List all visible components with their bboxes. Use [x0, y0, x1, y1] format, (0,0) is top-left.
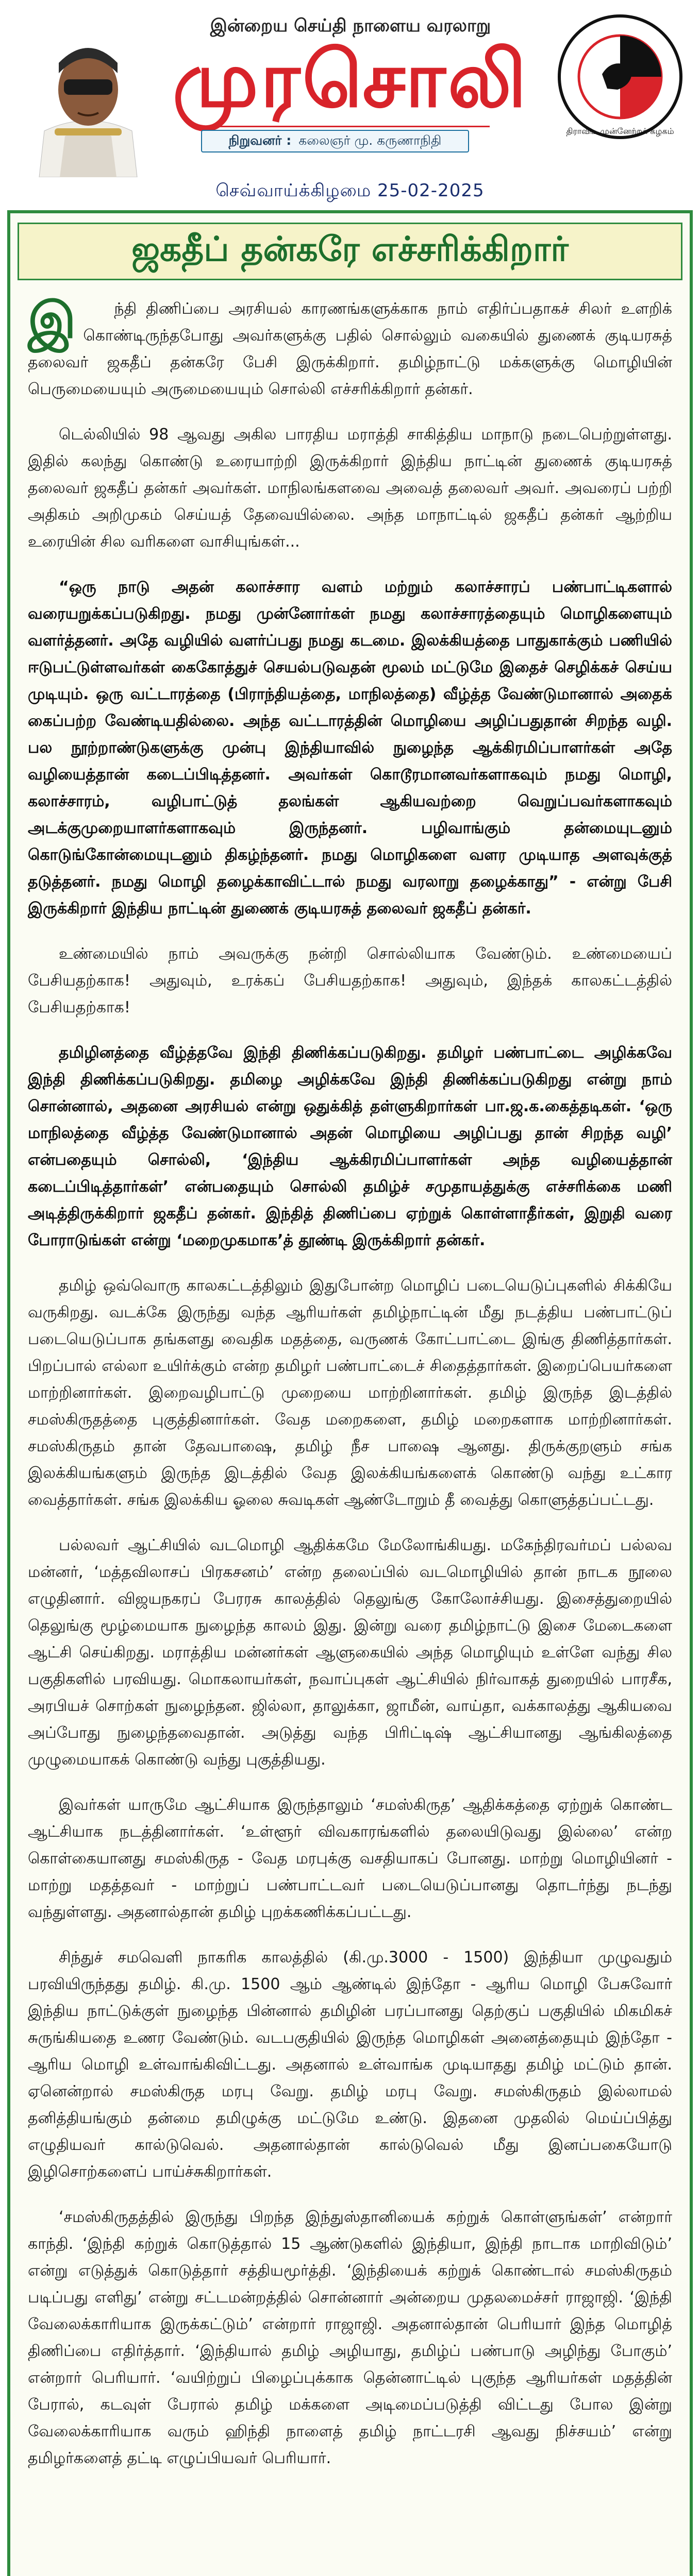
- paragraph-text: தமிழ் ஒவ்வொரு காலகட்டத்திலும் இதுபோன்ற மொழிப் படையெடுப்புகளில் சிக்கியே வருகிறது. வடக்கே இருந்து வந்த ஆரியர்கள் தமிழ்நாட்டின் மீது நடத்திய பண்பாட்டுப் படையெடுப்பாக தங்களது வைதிக மதத்தை, வருணக் கோட்பாட்டை இங்கு திணித்தார்கள். பிறப்பால் எல்லா உயிர்க்கும் என்ற தமிழர் பண்பாட்டைச் சிதைத்தார்கள். இறைப்பெயர்களை மாற்றினார்கள். இறைவழிபாட்டு முறையை மாற்றினார்கள். தமிழ் இருந்த இடத்தில் சமஸ்கிருதத்தை புகுத்தினார்கள். வேத மறைகளை, தமிழ் மறைகளாக மாற்றினார்கள். சமஸ்கிருதம் தான் தேவபாஷை, தமிழ் நீச பாஷை ஆனது. திருக்குறளும் சங்க இலக்கியங்களும் இருந்த இடத்தில் வேத இலக்கியங்களைக் கொண்டு வந்து உட்கார வைத்தார்கள். சங்க இலக்கிய ஓலை சுவடிகள் ஆண்டோறும் தீ வைத்து கொளுத்தப்பட்டது.: [28, 1277, 672, 1509]
- paragraph-text: “ஒரு நாடு அதன் கலாச்சார வளம் மற்றும் கலாச்சாரப் பண்பாட்டிகளால் வரையறுக்கப்படுகிறது. நமது முன்னோர்கள் நமது கலாச்சாரத்தையும் மொழிகளையும் வளர்த்தனர். அதே வழியில் வளர்ப்பது நமது கடமை. இலக்கியத்தை பாதுகாக்கும் பணியில் ஈடுபட்டுள்ளவர்கள் கைகோத்துச் செயல்படுவதன் மூலம் மட்டுமே இதைச் செழிக்கச் செய்ய முடியும். ஒரு வட்டாரத்தை (பிராந்தியத்தை, மாநிலத்தை) வீழ்த்த வேண்டுமானால் அதைக் கைப்பற்ற வேண்டியதில்லை. அந்த வட்டாரத்தின் மொழியை அழிப்பதுதான் சிறந்த வழி. பல நூற்றாண்டுகளுக்கு முன்பு இந்தியாவில் நுழைந்த ஆக்கிரமிப்பாளர்கள் அதே வழியைத்தான் கடைப்பிடித்தனர். அவர்கள் கொடூரமானவர்களாகவும் நமது மொழி, கலாச்சாரம், வழிபாட்டுத் தலங்கள் ஆகியவற்றை வெறுப்பவர்களாகவும் அடக்குமுறையாளர்களாகவும் இருந்தனர். பழிவாங்கும் தன்மையுடனும் கொடுங்கோன்மையுடனும் திகழ்ந்தனர். நமது மொழிகளை வளர முடியாத அளவுக்குத் தடுத்தனர். நமது மொழி தழைக்காவிட்டால் நமது வரலாறு தழைக்காது” - என்று பேசி இருக்கிறார் இந்திய நாட்டின் துணைக் குடியரசுத் தலைவர் ஜகதீப் தன்கர்.: [28, 578, 672, 918]
- paragraph-text: ‘சமஸ்கிருதத்தில் இருந்து பிறந்த இந்துஸ்தானியைக் கற்றுக் கொள்ளுங்கள்’ என்றார் காந்தி. ‘இந்தி கற்றுக் கொடுத்தால் 15 ஆண்டுகளில் இந்தியா, இந்தி நாடாக மாறிவிடும்’ என்று எடுத்துக் கொடுத்தார் சத்தியமூர்த்தி. ‘இந்தியைக் கற்றுக் கொண்டால் சமஸ்கிருதம் படிப்பது எளிது’ என்று சட்டமன்றத்தில் சொன்னார் அன்றைய முதலமைச்சர் ராஜாஜி. ‘இந்தி வேலைக்காரியாக இருக்கட்டும்’ என்றார் ராஜாஜி. அதனால்தான் பெரியார் இந்த மொழித் திணிப்பை எதிர்த்தார். ‘இந்தியால் தமிழ் அழியாது, தமிழ்ப் பண்பாடு அழிந்து போகும்’ என்றார் பெரியார். ‘வயிற்றுப் பிழைப்புக்காக தென்னாட்டில் புகுந்த ஆரியர்கள் மதத்தின் பேரால், கடவுள் பேரால் தமிழ் மக்களை அடிமைப்படுத்தி விட்டது போல இன்று வேலைக்காரியாக வரும் ஹிந்தி நாளைத் தமிழ் நாட்டரசி ஆவது நிச்சயம்’ என்று தமிழர்களைத் தட்டி எழுப்பியவர் பெரியார்.: [28, 2208, 672, 2467]
- article-paragraph: [28, 2204, 672, 2472]
- paragraph-text: உண்மையில் நாம் அவருக்கு நன்றி சொல்லியாக வேண்டும். உண்மையைப் பேசியதற்காக! அதுவும், உரக்கப் பேசியதற்காக! அதுவும், இந்தக் காலகட்டத்தில் பேசியதற்காக!: [28, 945, 672, 1016]
- article-paragraph: [28, 1532, 672, 1773]
- article-headline: ஜகதீப் தன்கரே எச்சரிக்கிறார்: [131, 229, 569, 269]
- founder-label: நிறுவனர் :: [228, 132, 292, 148]
- masthead: [0, 0, 700, 216]
- article-paragraph: [28, 574, 672, 922]
- article-paragraph: [28, 941, 672, 1021]
- paragraph-text: இவர்கள் யாருமே ஆட்சியாக இருந்தாலும் ‘சமஸ்கிருத’ ஆதிக்கத்தை ஏற்றுக் கொண்ட ஆட்சியாக நடத்தினார்கள். ‘உள்ளூர் விவகாரங்களில் தலையிடுவது இல்லை’ என்ற கொள்கையானது சமஸ்கிருத - வேத மரபுக்கு வசதியாகப் போனது. மாற்று மொழியினர் - மாற்று மதத்தவர் - மாற்றுப் பண்பாட்டவர் படையெடுப்பானது தொடர்ந்து நடந்து வந்துள்ளது. அதனால்தான் தமிழ் புறக்கணிக்கப்பட்டது.: [28, 1796, 672, 1921]
- article-body: [28, 291, 672, 2490]
- paragraph-text: ந்தி திணிப்பை அரசியல் காரணங்களுக்காக நாம் எதிர்ப்பதாகச் சிலர் உளறிக் கொண்டிருந்தபோது அவர்களுக்கு பதில் சொல்லும் வகையில் துணைக் குடியரசுத் தலைவர் ஜகதீப் தன்கரே பேசி இருக்கிறார். தமிழ்நாட்டு மக்களுக்கு மொழியின் பெருமையையும் அருமையையும் சொல்லி எச்சரிக்கிறார் தன்கர்.: [28, 300, 672, 398]
- article-paragraph: [28, 1273, 672, 1514]
- newspaper-brand[interactable]: முரசொலி: [172, 35, 529, 125]
- masthead-tagline: இன்றைய செய்தி நாளைய வரலாறு: [210, 15, 491, 36]
- issue-date: செவ்வாய்க்கிழமை 25-02-2025: [215, 180, 485, 201]
- emblem-text: திராவிட முன்னேற்றக் கழகம்: [566, 126, 674, 136]
- article-paragraph: [28, 1944, 672, 2185]
- drop-cap: இ: [28, 291, 76, 349]
- paragraph-text: சிந்துச் சமவெளி நாகரிக காலத்தில் (கி.மு.3000 - 1500) இந்தியா முழுவதும் பரவியிருந்தது தமிழ். கி.மு. 1500 ஆம் ஆண்டில் இந்தோ - ஆரிய மொழி பேசுவோர் இந்திய நாட்டுக்குள் நுழைந்த பின்னால் தமிழின் பரப்பானது தெற்குப் பகுதியில் மிகமிகச் சுருங்கியதை உணர வேண்டும். வடபகுதியில் இருந்த மொழிகள் அனைத்தையும் இந்தோ - ஆரிய மொழி உள்வாங்கிவிட்டது. அதனால் உள்வாங்க முடியாதது தமிழ் மட்டும் தான். ஏனென்றால் சமஸ்கிருத மரபு வேறு. தமிழ் மரபு வேறு. சமஸ்கிருதம் இல்லாமல் தனித்தியங்கும் தன்மை தமிழுக்கு மட்டுமே உண்டு. இதனை முதலில் மெய்ப்பித்து எழுதியவர் கால்டுவெல். அதனால்தான் கால்டுவெல் மீது இனப்பகையோடு இழிசொற்களைப் பாய்ச்சுகிறார்கள்.: [28, 1948, 672, 2181]
- article-lead-paragraph: [28, 291, 672, 403]
- headline-box: [18, 223, 682, 280]
- founder-portrait: [29, 12, 147, 177]
- article-paragraph: [28, 1792, 672, 1926]
- paragraph-text: தமிழினத்தை வீழ்த்தவே இந்தி திணிக்கப்படுகிறது. தமிழர் பண்பாட்டை அழிக்கவே இந்தி திணிக்கப்படுகிறது. தமிழை அழிக்கவே இந்தி திணிக்கப்படுகிறது என்று நாம் சொன்னால், அதனை அரசியல் என்று ஒதுக்கித் தள்ளுகிறார்கள் பா.ஜ.க.கைத்தடிகள். ‘ஒரு மாநிலத்தை வீழ்த்த வேண்டுமானால் அதன் மொழியை அழிப்பது தான் சிறந்த வழி’ என்பதையும் சொல்லி, ‘இந்திய ஆக்கிரமிப்பாளர்கள் அந்த வழியைத்தான் கடைப்பிடித்தார்கள்’ என்பதையும் சொல்லி தமிழ்ச் சமுதாயத்துக்கு எச்சரிக்கை மணி அடித்திருக்கிறார் ஜகதீப் தன்கர். இந்தித் திணிப்பை ஏற்றுக் கொள்ளாதீர்கள், இறுதி வரை போராடுங்கள் என்று ‘மறைமுகமாக’த் தூண்டி இருக்கிறார் தன்கர்.: [28, 1044, 672, 1249]
- article-paragraph: [28, 421, 672, 555]
- founder-box: [201, 130, 469, 152]
- paragraph-text: டெல்லியில் 98 ஆவது அகில பாரதிய மராத்தி சாகித்திய மாநாடு நடைபெற்றுள்ளது. இதில் கலந்து கொண்டு உரையாற்றி இருக்கிறார் இந்திய நாட்டின் துணைக் குடியரசுத் தலைவர் ஜகதீப் தன்கர் அவர்கள். மாநிலங்களவை அவைத் தலைவர் அவர். அவரைப் பற்றி அதிகம் அறிமுகம் செய்யத் தேவையில்லை. அந்த மாநாட்டில் ஜகதீப் தன்கர் ஆற்றிய உரையின் சில வரிகளை வாசியுங்கள்...: [28, 426, 672, 551]
- masthead-rule: [201, 126, 490, 127]
- article-paragraph: [28, 1040, 672, 1254]
- founder-name: கலைஞர் மு. கருணாநிதி: [298, 132, 442, 148]
- editorial-article: [7, 210, 693, 2576]
- paragraph-text: பல்லவர் ஆட்சியில் வடமொழி ஆதிக்கமே மேலோங்கியது. மகேந்திரவர்மப் பல்லவ மன்னர், ‘மத்தவிலாசப் பிரகசனம்’ என்ற தலைப்பில் வடமொழியில் தான் நாடக நூலை எழுதினார். விஜயநகரப் பேரரசு காலத்தில் தெலுங்கு கோலோச்சியது. இசைத்துறையில் தெலுங்கு மூழ்மையாக நுழைந்த காலம் இது. இன்று வரை தமிழ்நாட்டு இசை மேடைகளை ஆட்சி செய்கிறது. மராத்திய மன்னர்கள் ஆளுகையில் அந்த மொழியும் உள்ளே வந்து சில பகுதிகளில் பரவியது. மொகலாயர்கள், நவாப்புகள் ஆட்சியில் நிர்வாகத் துறையில் பாரசீக, அரபியச் சொற்கள் நுழைந்தன. ஜில்லா, தாலுக்கா, ஜாமீன், வாய்தா, வக்காலத்து ஆகியவை அப்போது நுழைந்தவைதான். அடுத்து வந்த பிரிட்டிஷ் ஆட்சியானது ஆங்கிலத்தை முழுமையாகக் கொண்டு வந்து புகுத்தியது.: [28, 1536, 672, 1769]
- party-emblem-icon: [556, 12, 685, 141]
